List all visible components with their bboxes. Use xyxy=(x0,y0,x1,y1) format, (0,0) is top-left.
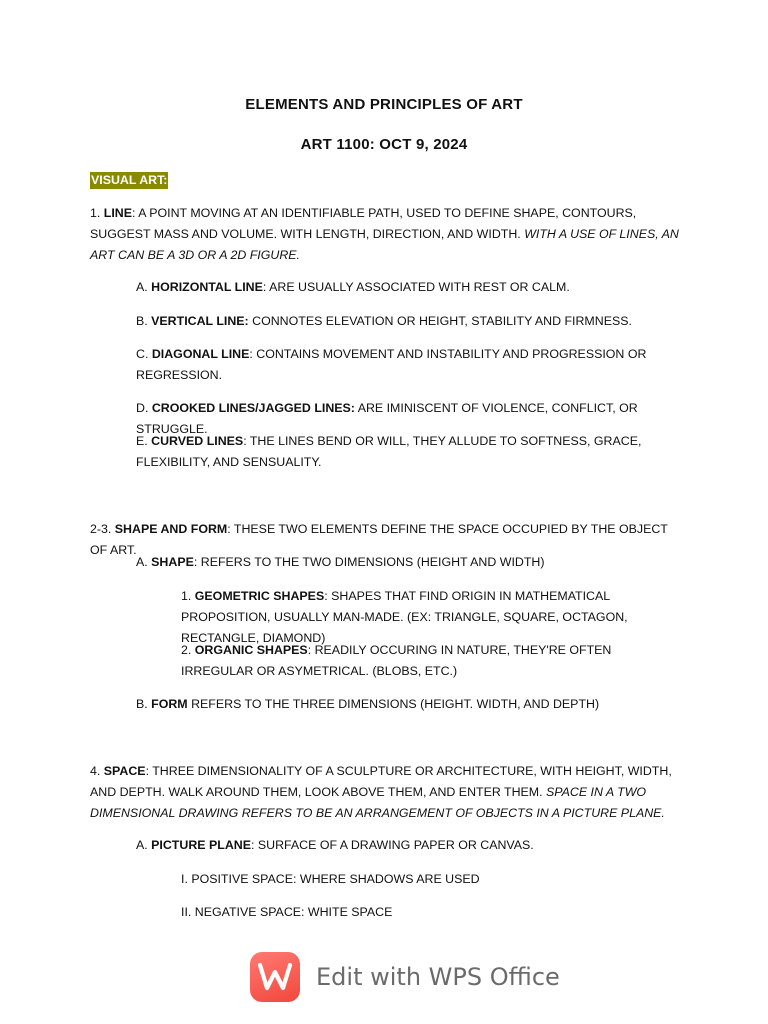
wps-edit-banner[interactable] xyxy=(250,951,560,1003)
line-item-curved: E. CURVED LINES: THE LINES BEND OR WILL, THEY ALLUDE TO SOFTNESS, GRACE, FLEXIBILITY, AND SENSUALITY. xyxy=(136,434,642,469)
wps-logo-icon xyxy=(250,952,300,1002)
wps-edit-label[interactable]: Edit with WPS Office xyxy=(316,963,560,991)
paragraph-space: 4. SPACE: THREE DIMENSIONALITY OF A SCULPTURE OR ARCHITECTURE, WITH HEIGHT, WIDTH, AND DEPTH. WALK AROUND THEM, LOOK ABOVE THEM, AND ENTER THEM. SPACE IN A TWO DIMENSIONAL DRAWING REFERS TO BE AN ARRANGEMENT OF OBJECTS IN A PICTURE PLANE. xyxy=(90,764,672,820)
line-item-crooked: D. CROOKED LINES/JAGGED LINES: ARE IMINISCENT OF VIOLENCE, CONFLICT, OR STRUGGLE. xyxy=(136,401,638,436)
paragraph-line: 1. LINE: A POINT MOVING AT AN IDENTIFIABLE PATH, USED TO DEFINE SHAPE, CONTOURS, SUGGEST MASS AND VOLUME. WITH LENGTH, DIRECTION, AND WIDTH. WITH A USE OF LINES, AN ART CAN BE A 3D OR A 2D FIGURE. xyxy=(90,206,679,262)
form-item: B. FORM REFERS TO THE THREE DIMENSIONS (HEIGHT. WIDTH, AND DEPTH) xyxy=(136,697,600,711)
negative-space-item: II. NEGATIVE SPACE: WHITE SPACE xyxy=(181,905,393,919)
geometric-shapes-item: 1. GEOMETRIC SHAPES: SHAPES THAT FIND ORIGIN IN MATHEMATICAL PROPOSITION, USUALLY MAN-MADE. (EX: TRIANGLE, SQUARE, OCTAGON, RECTANGLE, DIAMOND) xyxy=(181,589,628,645)
line-item-horizontal: A. HORIZONTAL LINE: ARE USUALLY ASSOCIATED WITH REST OR CALM. xyxy=(136,280,570,294)
paragraph-shape-form: 2-3. SHAPE AND FORM: THESE TWO ELEMENTS DEFINE THE SPACE OCCUPIED BY THE OBJECT OF ART. xyxy=(90,522,668,557)
document-subtitle: ART 1100: OCT 9, 2024 xyxy=(300,136,468,153)
italic-note: WITH A USE OF LINES, AN ART CAN BE A 3D OR A 2D FIGURE. xyxy=(90,227,679,262)
line-item-diagonal: C. DIAGONAL LINE: CONTAINS MOVEMENT AND INSTABILITY AND PROGRESSION OR REGRESSION. xyxy=(136,347,647,382)
organic-shapes-item: 2. ORGANIC SHAPES: READILY OCCURING IN NATURE, THEY'RE OFTEN IRREGULAR OR ASYMETRICAL. (BLOBS, ETC.) xyxy=(181,643,612,678)
positive-space-item: I. POSITIVE SPACE: WHERE SHADOWS ARE USED xyxy=(181,872,480,886)
document-title: ELEMENTS AND PRINCIPLES OF ART xyxy=(245,96,523,113)
term-line: LINE xyxy=(103,206,133,220)
shape-item: A. SHAPE: REFERS TO THE TWO DIMENSIONS (HEIGHT AND WIDTH) xyxy=(136,555,545,569)
picture-plane-item: A. PICTURE PLANE: SURFACE OF A DRAWING PAPER OR CANVAS. xyxy=(136,838,534,852)
section-label-highlight: VISUAL ART: xyxy=(91,173,168,187)
line-item-vertical: B. VERTICAL LINE: CONNOTES ELEVATION OR HEIGHT, STABILITY AND FIRMNESS. xyxy=(136,314,632,328)
